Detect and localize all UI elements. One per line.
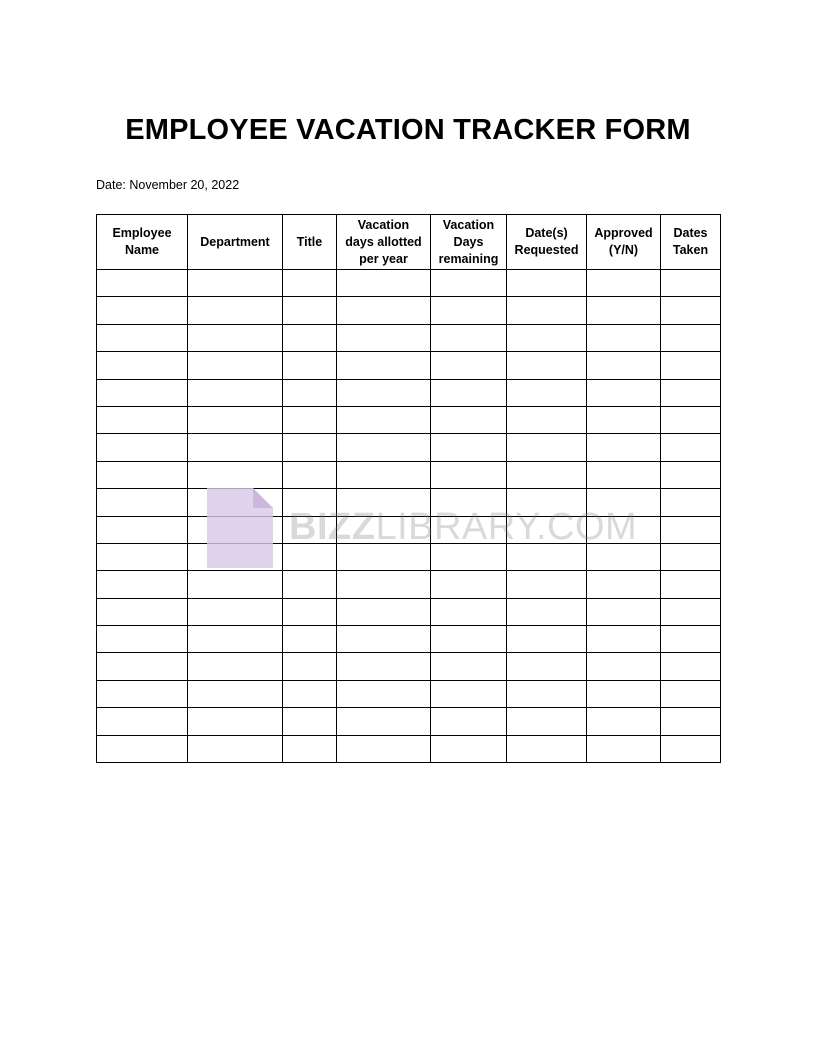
table-cell[interactable] bbox=[431, 735, 507, 762]
table-cell[interactable] bbox=[188, 735, 283, 762]
table-cell[interactable] bbox=[661, 653, 721, 680]
table-row bbox=[97, 489, 721, 516]
table-row bbox=[97, 708, 721, 735]
table-cell[interactable] bbox=[431, 379, 507, 406]
table-cell[interactable] bbox=[283, 324, 337, 351]
table-row bbox=[97, 735, 721, 762]
table-cell[interactable] bbox=[587, 270, 661, 297]
table-row bbox=[97, 434, 721, 461]
watermark-text-light: LIBRARY.COM bbox=[375, 506, 638, 548]
table-cell[interactable] bbox=[431, 406, 507, 433]
table-cell[interactable] bbox=[587, 379, 661, 406]
table-cell[interactable] bbox=[337, 270, 431, 297]
table-cell[interactable] bbox=[431, 653, 507, 680]
column-header-line: Name bbox=[124, 243, 160, 257]
column-header-line: Days bbox=[453, 234, 484, 249]
table-cell[interactable] bbox=[587, 352, 661, 379]
table-cell[interactable] bbox=[507, 735, 587, 762]
table-cell[interactable] bbox=[507, 270, 587, 297]
table-cell[interactable] bbox=[431, 598, 507, 625]
table-cell[interactable] bbox=[188, 270, 283, 297]
table-cell[interactable] bbox=[587, 653, 661, 680]
table-cell[interactable] bbox=[431, 708, 507, 735]
table-cell[interactable] bbox=[188, 352, 283, 379]
column-header-line: per year bbox=[359, 251, 408, 266]
table-cell[interactable] bbox=[507, 434, 587, 461]
table-cell[interactable] bbox=[188, 571, 283, 598]
table-cell[interactable] bbox=[507, 489, 587, 516]
table-cell[interactable] bbox=[507, 680, 587, 707]
table-cell[interactable] bbox=[507, 598, 587, 625]
column-header-line: remaining bbox=[438, 251, 499, 266]
table-cell[interactable] bbox=[587, 543, 661, 570]
table-cell[interactable] bbox=[661, 406, 721, 433]
table-cell[interactable] bbox=[431, 680, 507, 707]
table-cell[interactable] bbox=[97, 406, 188, 433]
table-cell[interactable] bbox=[337, 653, 431, 680]
table-cell[interactable] bbox=[661, 297, 721, 324]
table-row bbox=[97, 626, 721, 653]
table-cell[interactable] bbox=[188, 406, 283, 433]
table-cell[interactable] bbox=[431, 516, 507, 543]
column-header bbox=[431, 215, 507, 270]
table-cell[interactable] bbox=[431, 461, 507, 488]
table-cell[interactable] bbox=[507, 516, 587, 543]
table-cell[interactable] bbox=[283, 653, 337, 680]
table-cell[interactable] bbox=[97, 379, 188, 406]
table-cell[interactable] bbox=[431, 434, 507, 461]
table-cell[interactable] bbox=[283, 270, 337, 297]
table-cell[interactable] bbox=[337, 626, 431, 653]
table-cell[interactable] bbox=[507, 406, 587, 433]
table-cell[interactable] bbox=[431, 626, 507, 653]
table-cell[interactable] bbox=[97, 434, 188, 461]
table-cell[interactable] bbox=[587, 571, 661, 598]
table-cell[interactable] bbox=[97, 489, 188, 516]
table-row bbox=[97, 379, 721, 406]
table-cell[interactable] bbox=[337, 543, 431, 570]
table-cell[interactable] bbox=[587, 735, 661, 762]
table-cell[interactable] bbox=[283, 379, 337, 406]
table-cell[interactable] bbox=[661, 461, 721, 488]
column-header-line: Date(s) bbox=[525, 226, 568, 240]
table-cell[interactable] bbox=[587, 598, 661, 625]
table-cell[interactable] bbox=[431, 297, 507, 324]
table-cell[interactable] bbox=[431, 489, 507, 516]
column-header-line: Employee bbox=[112, 226, 172, 240]
table-cell[interactable] bbox=[188, 680, 283, 707]
table-cell[interactable] bbox=[188, 434, 283, 461]
watermark-text-bold: BIZZ bbox=[289, 506, 376, 548]
table-row bbox=[97, 297, 721, 324]
table-cell[interactable] bbox=[661, 735, 721, 762]
table-cell[interactable] bbox=[337, 571, 431, 598]
table-cell[interactable] bbox=[97, 516, 188, 543]
table-cell[interactable] bbox=[97, 324, 188, 351]
table-cell[interactable] bbox=[431, 270, 507, 297]
table-row bbox=[97, 571, 721, 598]
column-header bbox=[587, 215, 661, 270]
table-cell[interactable] bbox=[97, 598, 188, 625]
column-header-line: Requested bbox=[514, 243, 579, 257]
table-cell[interactable] bbox=[337, 297, 431, 324]
table-cell[interactable] bbox=[283, 297, 337, 324]
column-header-line: Approved bbox=[594, 226, 653, 240]
column-header bbox=[188, 215, 283, 270]
table-cell[interactable] bbox=[283, 735, 337, 762]
table-cell[interactable] bbox=[97, 270, 188, 297]
table-cell[interactable] bbox=[587, 461, 661, 488]
table-cell[interactable] bbox=[283, 434, 337, 461]
column-header bbox=[661, 215, 721, 270]
table-row bbox=[97, 406, 721, 433]
table-cell[interactable] bbox=[431, 571, 507, 598]
table-cell[interactable] bbox=[337, 324, 431, 351]
table-cell[interactable] bbox=[97, 461, 188, 488]
column-header-line: (Y/N) bbox=[608, 243, 639, 257]
table-cell[interactable] bbox=[337, 379, 431, 406]
table-cell[interactable] bbox=[587, 626, 661, 653]
table-cell[interactable] bbox=[661, 598, 721, 625]
table-cell[interactable] bbox=[661, 379, 721, 406]
table-cell[interactable] bbox=[188, 516, 283, 543]
table-cell[interactable] bbox=[587, 680, 661, 707]
table-row bbox=[97, 270, 721, 297]
column-header-line: days allotted bbox=[345, 234, 422, 249]
table-cell[interactable] bbox=[97, 571, 188, 598]
table-cell[interactable] bbox=[661, 571, 721, 598]
table-cell[interactable] bbox=[283, 352, 337, 379]
table-cell[interactable] bbox=[283, 571, 337, 598]
table-cell[interactable] bbox=[661, 352, 721, 379]
column-header-line: Vacation bbox=[357, 217, 410, 232]
table-cell[interactable] bbox=[661, 270, 721, 297]
table-cell[interactable] bbox=[337, 680, 431, 707]
table-cell[interactable] bbox=[188, 297, 283, 324]
table-cell[interactable] bbox=[661, 434, 721, 461]
date-line: Date: November 20, 2022 bbox=[96, 178, 240, 192]
column-header bbox=[97, 215, 188, 270]
table-cell[interactable] bbox=[507, 324, 587, 351]
table-cell[interactable] bbox=[97, 735, 188, 762]
table-row bbox=[97, 680, 721, 707]
table-cell[interactable] bbox=[283, 680, 337, 707]
table-row bbox=[97, 543, 721, 570]
table-cell[interactable] bbox=[188, 626, 283, 653]
table-cell[interactable] bbox=[283, 406, 337, 433]
table-header-row bbox=[97, 215, 721, 270]
table-cell[interactable] bbox=[587, 434, 661, 461]
table-cell[interactable] bbox=[188, 543, 283, 570]
table-cell[interactable] bbox=[188, 653, 283, 680]
table-cell[interactable] bbox=[661, 324, 721, 351]
table-cell[interactable] bbox=[661, 543, 721, 570]
table-cell[interactable] bbox=[587, 489, 661, 516]
column-header-line: Vacation bbox=[442, 217, 495, 232]
table-cell[interactable] bbox=[587, 516, 661, 543]
table-cell[interactable] bbox=[507, 653, 587, 680]
table-cell[interactable] bbox=[97, 653, 188, 680]
column-header bbox=[507, 215, 587, 270]
table-cell[interactable] bbox=[337, 352, 431, 379]
table-cell[interactable] bbox=[97, 543, 188, 570]
table-cell[interactable] bbox=[337, 598, 431, 625]
table-cell[interactable] bbox=[97, 708, 188, 735]
table-cell[interactable] bbox=[587, 406, 661, 433]
table-cell[interactable] bbox=[337, 708, 431, 735]
table-cell[interactable] bbox=[337, 406, 431, 433]
table-cell[interactable] bbox=[283, 708, 337, 735]
column-header-line: Department bbox=[200, 234, 270, 249]
table-cell[interactable] bbox=[661, 516, 721, 543]
table-cell[interactable] bbox=[283, 489, 337, 516]
table-cell[interactable] bbox=[188, 324, 283, 351]
table-cell[interactable] bbox=[188, 708, 283, 735]
table-row bbox=[97, 352, 721, 379]
table-cell[interactable] bbox=[188, 461, 283, 488]
table-cell[interactable] bbox=[97, 680, 188, 707]
table-cell[interactable] bbox=[507, 571, 587, 598]
column-header bbox=[337, 215, 431, 270]
table-cell[interactable] bbox=[188, 379, 283, 406]
column-header-line: Taken bbox=[672, 243, 709, 257]
table-row bbox=[97, 653, 721, 680]
page-title: EMPLOYEE VACATION TRACKER FORM bbox=[125, 114, 691, 146]
table-cell[interactable] bbox=[661, 680, 721, 707]
table-cell[interactable] bbox=[661, 489, 721, 516]
table-cell[interactable] bbox=[97, 352, 188, 379]
table-row bbox=[97, 324, 721, 351]
table-cell[interactable] bbox=[337, 461, 431, 488]
table-cell[interactable] bbox=[337, 516, 431, 543]
table-cell[interactable] bbox=[661, 708, 721, 735]
table-cell[interactable] bbox=[507, 297, 587, 324]
table-cell[interactable] bbox=[337, 434, 431, 461]
table-cell[interactable] bbox=[283, 543, 337, 570]
table-cell[interactable] bbox=[507, 626, 587, 653]
table-cell[interactable] bbox=[97, 297, 188, 324]
table-row bbox=[97, 516, 721, 543]
table-cell[interactable] bbox=[507, 352, 587, 379]
table-cell[interactable] bbox=[97, 626, 188, 653]
table-cell[interactable] bbox=[337, 735, 431, 762]
table-cell[interactable] bbox=[507, 461, 587, 488]
table-cell[interactable] bbox=[188, 489, 283, 516]
table-cell[interactable] bbox=[283, 626, 337, 653]
table-cell[interactable] bbox=[431, 324, 507, 351]
table-cell[interactable] bbox=[283, 461, 337, 488]
table-cell[interactable] bbox=[507, 379, 587, 406]
table-row bbox=[97, 598, 721, 625]
table-cell[interactable] bbox=[661, 626, 721, 653]
table-cell[interactable] bbox=[431, 352, 507, 379]
vacation-tracker-table bbox=[96, 214, 721, 763]
table-cell[interactable] bbox=[587, 324, 661, 351]
table-cell[interactable] bbox=[337, 489, 431, 516]
table-cell[interactable] bbox=[587, 708, 661, 735]
table-cell[interactable] bbox=[507, 708, 587, 735]
table-cell[interactable] bbox=[431, 543, 507, 570]
column-header-line: Dates bbox=[673, 226, 708, 240]
column-header-line: Title bbox=[296, 234, 323, 249]
table-cell[interactable] bbox=[283, 516, 337, 543]
table-cell[interactable] bbox=[283, 598, 337, 625]
table-cell[interactable] bbox=[587, 297, 661, 324]
table-cell[interactable] bbox=[507, 543, 587, 570]
table-row bbox=[97, 461, 721, 488]
column-header bbox=[283, 215, 337, 270]
table-cell[interactable] bbox=[188, 598, 283, 625]
